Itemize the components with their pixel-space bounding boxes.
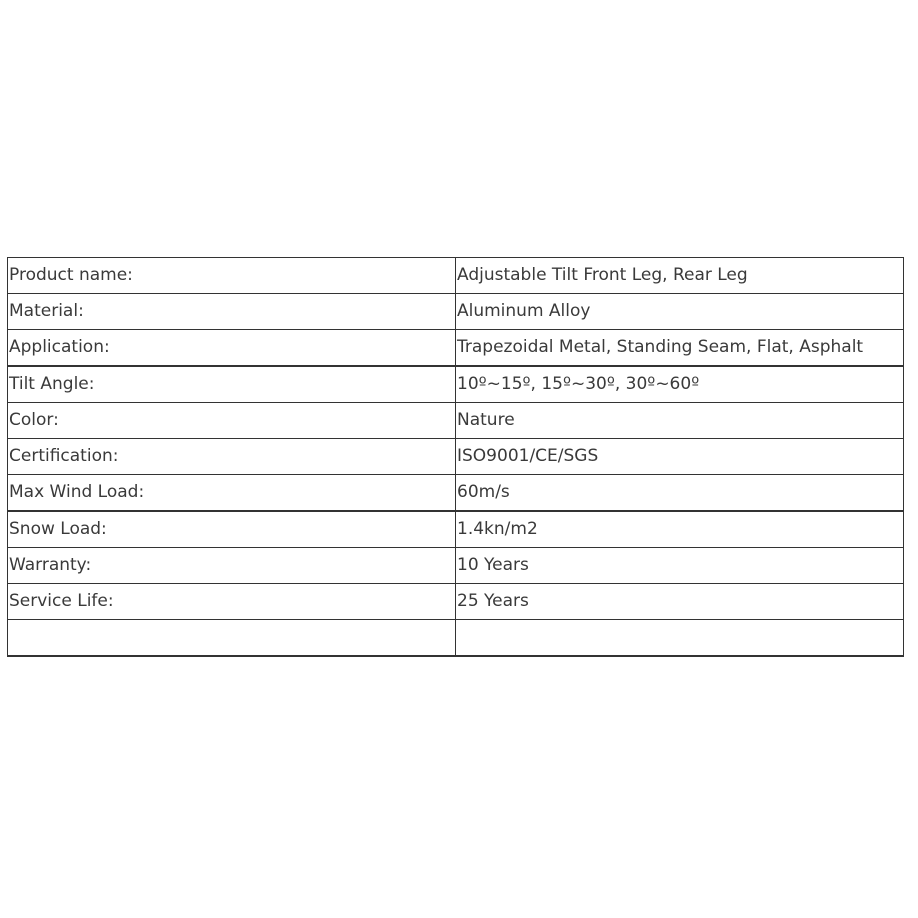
- table-row: [8, 475, 904, 512]
- table-row: [8, 294, 904, 330]
- table-row: [8, 548, 904, 584]
- table-row: [8, 403, 904, 439]
- spec-value: 10 Years: [456, 548, 904, 584]
- spec-value: 10º~15º, 15º~30º, 30º~60º: [456, 366, 904, 403]
- table-row: [8, 258, 904, 294]
- spec-label: Snow Load:: [8, 511, 456, 548]
- table-row: [8, 584, 904, 620]
- spec-value: Nature: [456, 403, 904, 439]
- table-row: [8, 439, 904, 475]
- spec-label: [8, 620, 456, 657]
- spec-value: Adjustable Tilt Front Leg, Rear Leg: [456, 258, 904, 294]
- spec-label: Color:: [8, 403, 456, 439]
- spec-label: Tilt Angle:: [8, 366, 456, 403]
- spec-value: 25 Years: [456, 584, 904, 620]
- spec-label: Max Wind Load:: [8, 475, 456, 512]
- spec-value: 60m/s: [456, 475, 904, 512]
- table-row: [8, 511, 904, 548]
- spec-label: Certification:: [8, 439, 456, 475]
- spec-label: Material:: [8, 294, 456, 330]
- spec-label: Warranty:: [8, 548, 456, 584]
- table-row: [8, 366, 904, 403]
- spec-label: Product name:: [8, 258, 456, 294]
- table-row: [8, 620, 904, 657]
- spec-label: Application:: [8, 330, 456, 367]
- spec-value: Aluminum Alloy: [456, 294, 904, 330]
- spec-value: ISO9001/CE/SGS: [456, 439, 904, 475]
- spec-value: Trapezoidal Metal, Standing Seam, Flat, Asphalt: [456, 330, 904, 367]
- spec-value: 1.4kn/m2: [456, 511, 904, 548]
- spec-value: [456, 620, 904, 657]
- product-spec-table: [7, 257, 904, 657]
- spec-label: Service Life:: [8, 584, 456, 620]
- table-row: [8, 330, 904, 367]
